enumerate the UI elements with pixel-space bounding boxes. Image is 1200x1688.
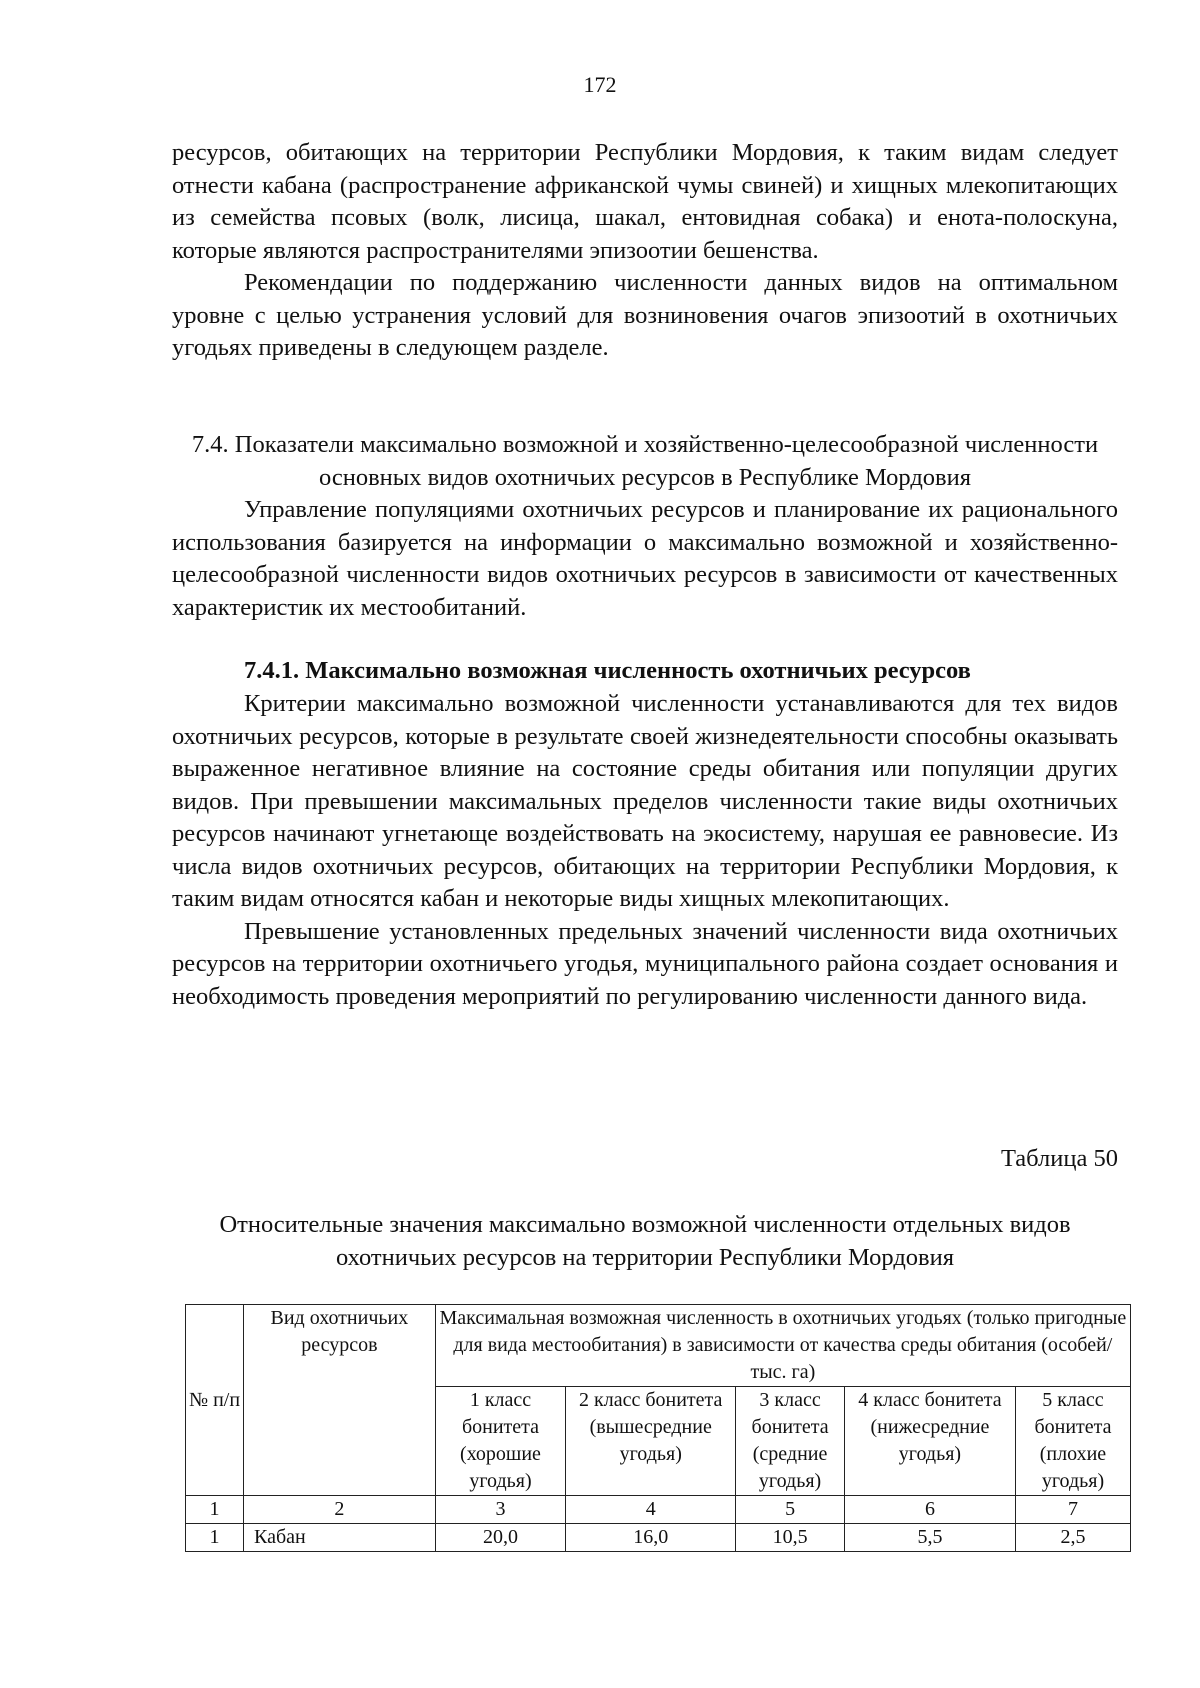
table-row: [186, 1524, 1131, 1552]
paragraph: Управление популяциями охотничьих ресурсов и планирование их рационального использования базируется на информации о максимально возможной и хозяйственно-целесообразной численности видов охотничьих ресурсов в зависимости от качественных характеристик их местообитаний.: [172, 496, 1118, 621]
section-heading-7-4: 7.4. Показатели максимально возможной и хозяйственно-целесообразной численности основных видов охотничьих ресурсов в Республике Мордовия: [191, 431, 1099, 491]
row-value: 2,5: [1015, 1524, 1130, 1552]
column-number: 3: [435, 1496, 566, 1524]
table-label: Таблица 50: [1000, 1145, 1118, 1172]
header-class: 2 класс бонитета (вышесредние угодья): [566, 1387, 736, 1496]
row-species: Кабан: [244, 1524, 436, 1552]
data-table: [185, 1304, 1131, 1552]
header-group: Максимальная возможная численность в охотничьих угодьях (только пригодные для вида местообитания) в зависимости от качества среды обитания (особей/тыс. га): [435, 1305, 1130, 1387]
page-number: 172: [583, 72, 617, 97]
row-value: 10,5: [736, 1524, 845, 1552]
table-header-row: [186, 1305, 1131, 1387]
header-species: Вид охотничьих ресурсов: [244, 1305, 436, 1496]
table-caption: Относительные значения максимально возможной численности отдельных видов охотничьих ресурсов на территории Республики Мордовия: [219, 1211, 1071, 1271]
section-7-4-text: [172, 494, 1118, 624]
row-value: 20,0: [435, 1524, 566, 1552]
section-7-4-1-text: [172, 688, 1118, 1013]
paragraph: Превышение установленных предельных значений численности вида охотничьих ресурсов на территории охотничьего угодья, муниципального района создает основания и необходимость проведения мероприятий по регулированию численности данного вида.: [172, 917, 1118, 1010]
header-class: 4 класс бонитета (нижесредние угодья): [844, 1387, 1015, 1496]
section-heading-7-4-1: 7.4.1. Максимально возможная численность охотничьих ресурсов: [244, 657, 971, 684]
paragraph: Рекомендации по поддержанию численности данных видов на оптимальном уровне с целью устранения условий для возниновения очагов эпизоотий в охотничьих угодьях приведены в следующем разделе.: [172, 269, 1118, 361]
intro-text: [172, 137, 1118, 365]
column-number: 2: [244, 1496, 436, 1524]
row-num: 1: [186, 1524, 244, 1552]
row-value: 16,0: [566, 1524, 736, 1552]
header-class: 5 класс бонитета (плохие угодья): [1015, 1387, 1130, 1496]
paragraph: Критерии максимально возможной численности устанавливаются для тех видов охотничьих ресурсов, которые в результате своей жизнедеятельности способны оказывать выраженное негативное влияние на состояние среды обитания или популяции других видов. При превышении максимальных пределов численности такие виды охотничьих ресурсов начинают угнетающе воздействовать на экосистему, нарушая ее равновесие. Из числа видов охотничьих ресурсов, обитающих на территории Республики Мордовия, к таким видам относятся кабан и некоторые виды хищных млекопитающих.: [172, 690, 1118, 912]
column-number: 7: [1015, 1496, 1130, 1524]
paragraph: ресурсов, обитающих на территории Республики Мордовия, к таким видам следует отнести кабана (распространение африканской чумы свиней) и хищных млекопитающих из семейства псовых (волк, лисица, шакал, ентовидная собака) и енота-полоскуна, которые являются распространителями эпизоотии бешенства.: [172, 139, 1118, 264]
column-number: 6: [844, 1496, 1015, 1524]
header-class: 1 класс бонитета (хорошие угодья): [435, 1387, 566, 1496]
row-value: 5,5: [844, 1524, 1015, 1552]
column-number: 1: [186, 1496, 244, 1524]
header-class: 3 класс бонитета (средние угодья): [736, 1387, 845, 1496]
column-number-row: [186, 1496, 1131, 1524]
column-number: 4: [566, 1496, 736, 1524]
column-number: 5: [736, 1496, 845, 1524]
header-num: № п/п: [186, 1305, 244, 1496]
